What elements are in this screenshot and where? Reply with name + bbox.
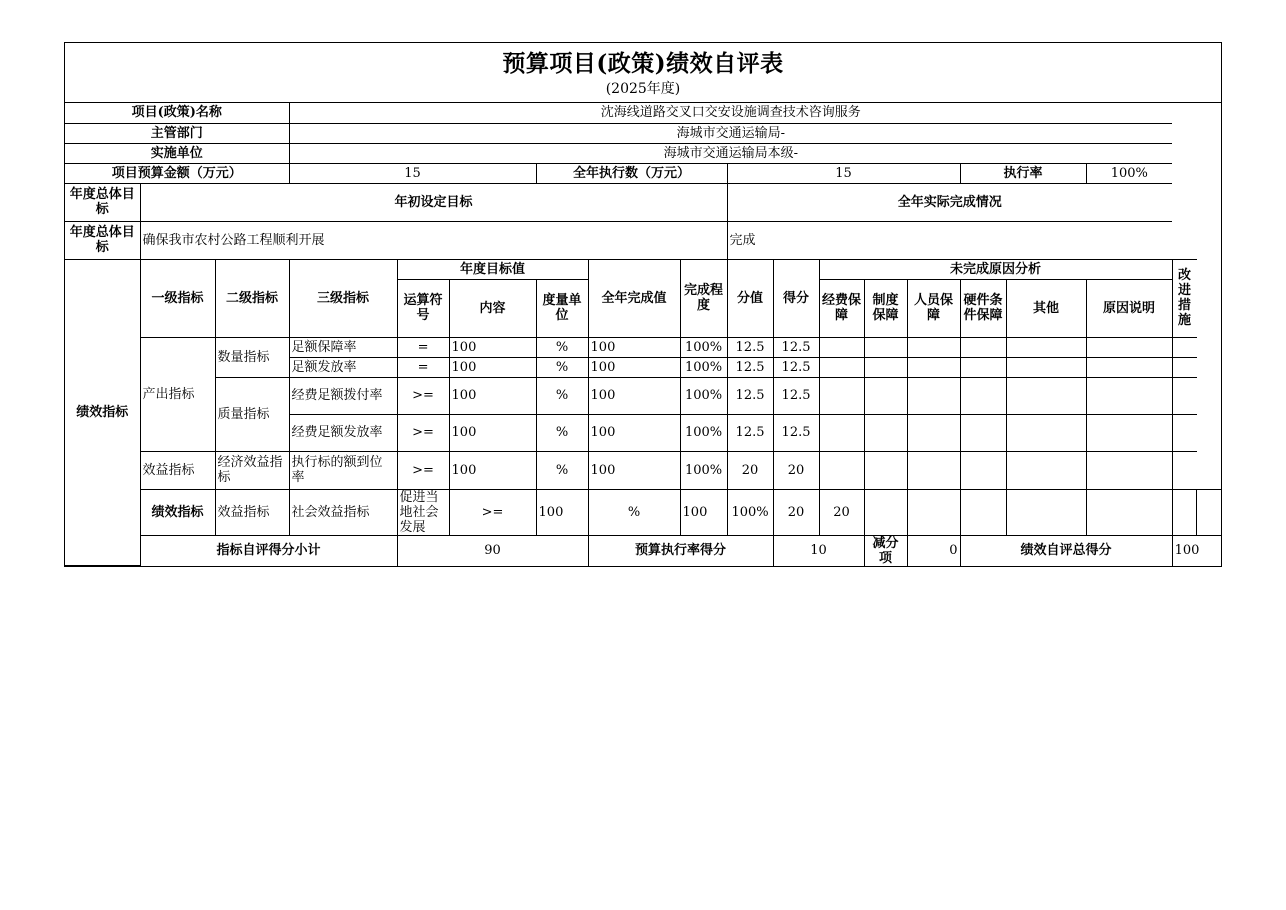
empty-cell bbox=[864, 377, 907, 414]
value-cell: 12.5 bbox=[727, 377, 773, 414]
rate-label: 执行率 bbox=[960, 163, 1086, 183]
reason-other-header: 其他 bbox=[1006, 279, 1086, 337]
reason-staff-header: 人员保障 bbox=[907, 279, 960, 337]
empty-cell bbox=[1172, 489, 1196, 535]
empty-cell bbox=[819, 337, 864, 357]
deduct-label: 减分项 bbox=[864, 535, 907, 566]
empty-cell bbox=[907, 414, 960, 451]
value-cell: 12.5 bbox=[727, 357, 773, 377]
empty-cell bbox=[819, 377, 864, 414]
degree-cell: 100% bbox=[680, 414, 727, 451]
value-cell: 12.5 bbox=[727, 414, 773, 451]
empty-cell bbox=[1006, 357, 1086, 377]
actual-goal-header: 全年实际完成情况 bbox=[727, 183, 1172, 221]
indicator-name: 经费足额拨付率 bbox=[289, 377, 397, 414]
indicator-name: 执行标的额到位率 bbox=[289, 451, 397, 489]
table-row bbox=[65, 377, 1221, 414]
unit-cell: % bbox=[588, 489, 680, 535]
operator-cell: >= bbox=[397, 377, 449, 414]
benefit-indicator-label: 效益指标 bbox=[215, 489, 289, 535]
empty-cell bbox=[1086, 451, 1172, 489]
empty-cell bbox=[907, 377, 960, 414]
operator-cell: >= bbox=[397, 414, 449, 451]
score-cell: 12.5 bbox=[773, 357, 819, 377]
indicator-name: 足额发放率 bbox=[289, 357, 397, 377]
reason-funding-header: 经费保障 bbox=[819, 279, 864, 337]
degree-cell: 100% bbox=[680, 377, 727, 414]
economic-indicator-label: 经济效益指标 bbox=[215, 451, 289, 489]
subtotal-label: 指标自评得分小计 bbox=[140, 535, 397, 566]
budget-label: 项目预算金额（万元） bbox=[65, 163, 289, 183]
empty-cell bbox=[864, 337, 907, 357]
deduct-value: 0 bbox=[907, 535, 960, 566]
total-value: 100 bbox=[1172, 535, 1196, 566]
budget-score-label: 预算执行率得分 bbox=[588, 535, 773, 566]
annual-done-header: 全年完成值 bbox=[588, 259, 680, 337]
score-cell: 12.5 bbox=[773, 337, 819, 357]
project-name-label: 项目(政策)名称 bbox=[65, 103, 289, 123]
table-row bbox=[65, 337, 1221, 357]
subtotal-value: 90 bbox=[397, 535, 588, 566]
form-year: (2025年度) bbox=[605, 81, 681, 97]
score-cell: 20 bbox=[819, 489, 864, 535]
score-cell: 12.5 bbox=[773, 414, 819, 451]
evaluation-table bbox=[65, 103, 1221, 566]
unit-value: 海城市交通运输局本级- bbox=[289, 143, 1172, 163]
empty-cell bbox=[960, 414, 1006, 451]
level1-header: 一级指标 bbox=[140, 259, 215, 337]
empty-cell bbox=[1172, 414, 1196, 451]
indicator-name: 足额保障率 bbox=[289, 337, 397, 357]
empty-cell bbox=[960, 357, 1006, 377]
empty-cell bbox=[864, 489, 907, 535]
content-cell: 100 bbox=[449, 414, 536, 451]
empty-cell bbox=[1086, 357, 1172, 377]
benefit-indicator-label: 效益指标 bbox=[140, 451, 215, 489]
indicator-name: 经费足额发放率 bbox=[289, 414, 397, 451]
empty-cell bbox=[1006, 337, 1086, 357]
empty-cell bbox=[960, 489, 1006, 535]
empty-cell bbox=[819, 414, 864, 451]
empty-cell bbox=[819, 451, 864, 489]
content-cell: 100 bbox=[449, 451, 536, 489]
empty-cell bbox=[1086, 377, 1172, 414]
empty-cell bbox=[1197, 489, 1221, 535]
reason-explain-header: 原因说明 bbox=[1086, 279, 1172, 337]
indicator-name: 促进当地社会发展 bbox=[397, 489, 449, 535]
done-cell: 100 bbox=[588, 377, 680, 414]
planned-goal-header: 年初设定目标 bbox=[140, 183, 727, 221]
reason-hardware-header: 硬件条件保障 bbox=[960, 279, 1006, 337]
unit-cell: % bbox=[536, 377, 588, 414]
exec-value: 15 bbox=[727, 163, 960, 183]
level3-header: 三级指标 bbox=[289, 259, 397, 337]
degree-header: 完成程度 bbox=[680, 259, 727, 337]
reason-analysis-header: 未完成原因分析 bbox=[819, 259, 1172, 279]
social-indicator-label: 社会效益指标 bbox=[289, 489, 397, 535]
reason-system-header: 制度保障 bbox=[864, 279, 907, 337]
content-cell: 100 bbox=[449, 377, 536, 414]
operator-cell: = bbox=[397, 337, 449, 357]
level2-header: 二级指标 bbox=[215, 259, 289, 337]
form-header bbox=[65, 43, 1221, 103]
value-cell: 20 bbox=[727, 451, 773, 489]
done-cell: 100 bbox=[588, 414, 680, 451]
unit-label: 实施单位 bbox=[65, 143, 289, 163]
form-title: 预算项目(政策)绩效自评表 bbox=[502, 50, 784, 77]
empty-cell bbox=[1172, 377, 1196, 414]
score-header: 得分 bbox=[773, 259, 819, 337]
empty-cell bbox=[1172, 337, 1196, 357]
goal-label: 年度总体目标 bbox=[65, 221, 140, 259]
operator-cell: >= bbox=[449, 489, 536, 535]
unit-cell: % bbox=[536, 357, 588, 377]
empty-cell bbox=[907, 451, 960, 489]
done-cell: 100 bbox=[588, 357, 680, 377]
table-row bbox=[65, 489, 1221, 535]
degree-cell: 100% bbox=[680, 337, 727, 357]
value-cell: 20 bbox=[773, 489, 819, 535]
unit-header: 度量单位 bbox=[536, 279, 588, 337]
empty-cell bbox=[1086, 489, 1172, 535]
output-indicator-label: 产出指标 bbox=[140, 337, 215, 451]
empty-cell bbox=[819, 357, 864, 377]
budget-value: 15 bbox=[289, 163, 536, 183]
empty-cell bbox=[907, 357, 960, 377]
empty-cell bbox=[1006, 414, 1086, 451]
empty-cell bbox=[960, 451, 1006, 489]
section-label: 绩效指标 bbox=[140, 489, 215, 535]
degree-cell: 100% bbox=[680, 451, 727, 489]
content-cell: 100 bbox=[536, 489, 588, 535]
empty-cell bbox=[864, 451, 907, 489]
value-cell: 12.5 bbox=[727, 337, 773, 357]
budget-score-value: 10 bbox=[773, 535, 864, 566]
annual-target-header: 年度目标值 bbox=[397, 259, 588, 279]
degree-cell: 100% bbox=[727, 489, 773, 535]
done-cell: 100 bbox=[588, 337, 680, 357]
goal-label: 年度总体目标 bbox=[65, 183, 140, 221]
content-cell: 100 bbox=[449, 357, 536, 377]
empty-cell bbox=[1086, 337, 1172, 357]
empty-cell bbox=[960, 337, 1006, 357]
unit-cell: % bbox=[536, 451, 588, 489]
content-header: 内容 bbox=[449, 279, 536, 337]
exec-label: 全年执行数（万元） bbox=[536, 163, 727, 183]
total-label: 绩效自评总得分 bbox=[960, 535, 1172, 566]
project-name-value: 沈海线道路交叉口交安设施调查技术咨询服务 bbox=[289, 103, 1172, 123]
empty-cell bbox=[1006, 377, 1086, 414]
operator-cell: = bbox=[397, 357, 449, 377]
score-cell: 20 bbox=[773, 451, 819, 489]
empty-cell bbox=[864, 357, 907, 377]
score-cell: 12.5 bbox=[773, 377, 819, 414]
planned-goal-text: 确保我市农村公路工程顺利开展 bbox=[140, 221, 727, 259]
empty-cell bbox=[1006, 489, 1086, 535]
done-cell: 100 bbox=[588, 451, 680, 489]
empty-cell bbox=[907, 489, 960, 535]
empty-cell bbox=[1172, 451, 1196, 489]
self-evaluation-form bbox=[64, 42, 1222, 567]
dept-label: 主管部门 bbox=[65, 123, 289, 143]
quality-indicator-label: 质量指标 bbox=[215, 377, 289, 451]
content-cell: 100 bbox=[449, 337, 536, 357]
section-label: 绩效指标 bbox=[65, 259, 140, 566]
operator-header: 运算符号 bbox=[397, 279, 449, 337]
empty-cell bbox=[1086, 414, 1172, 451]
rate-value: 100% bbox=[1086, 163, 1172, 183]
actual-goal-text: 完成 bbox=[727, 221, 1172, 259]
done-cell: 100 bbox=[680, 489, 727, 535]
unit-cell: % bbox=[536, 337, 588, 357]
operator-cell: >= bbox=[397, 451, 449, 489]
table-row bbox=[65, 451, 1221, 489]
dept-value: 海城市交通运输局- bbox=[289, 123, 1172, 143]
quantity-indicator-label: 数量指标 bbox=[215, 337, 289, 377]
empty-cell bbox=[864, 414, 907, 451]
empty-cell bbox=[1006, 451, 1086, 489]
degree-cell: 100% bbox=[680, 357, 727, 377]
empty-cell bbox=[960, 377, 1006, 414]
unit-cell: % bbox=[536, 414, 588, 451]
empty-cell bbox=[907, 337, 960, 357]
improve-header: 改进措施 bbox=[1172, 259, 1196, 337]
empty-cell bbox=[1172, 357, 1196, 377]
score-value-header: 分值 bbox=[727, 259, 773, 337]
